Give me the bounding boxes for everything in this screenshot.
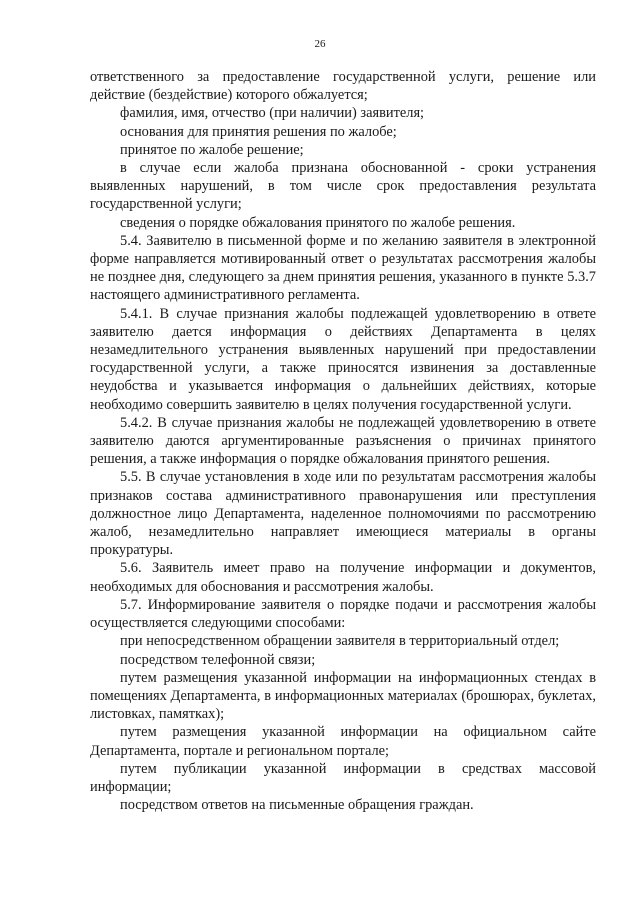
paragraph: 5.4.2. В случае признания жалобы не подлежащей удовлетворению в ответе заявителю даются аргументированные разъяснения о причинах принятого решения, а также информация о порядке обжалования принятого решения. — [90, 414, 596, 468]
paragraph: принятое по жалобе решение; — [120, 141, 304, 158]
paragraph: посредством телефонной связи; — [120, 651, 316, 668]
paragraph: в случае если жалоба признана обоснованной - сроки устранения выявленных нарушений, в том числе срок предоставления результата государственной услуги; — [90, 160, 596, 213]
paragraph: основания для принятия решения по жалобе; — [120, 123, 397, 140]
paragraph: 5.6. Заявитель имеет право на получение информации и документов, необходимых для обоснования и рассмотрения жалобы. — [90, 560, 596, 595]
paragraph: 5.5. В случае установления в ходе или по результатам рассмотрения жалобы признаков состава административного правонарушения или преступления должностное лицо Департамента, наделенное полномочиями по рассмотрению жалоб, незамедлительно направляет имеющиеся материалы в органы прокуратуры. — [90, 469, 596, 559]
paragraph: посредством ответов на письменные обращения граждан. — [120, 797, 474, 814]
paragraph: ответственного за предоставление государственной услуги, решение или действие (бездействие) которого обжалуется; — [90, 69, 596, 104]
page-number: 26 — [314, 38, 326, 50]
paragraph: путем размещения указанной информации на официальном сайте Департамента, портале и региональном портале; — [90, 724, 596, 759]
document-body — [90, 68, 596, 814]
paragraph: путем размещения указанной информации на информационных стендах в помещениях Департамента, в информационных материалах (брошюрах, буклетах, листовках, памятках); — [90, 669, 596, 723]
paragraph: фамилия, имя, отчество (при наличии) заявителя; — [120, 105, 425, 122]
paragraph: сведения о порядке обжалования принятого по жалобе решения. — [120, 214, 516, 231]
paragraph: 5.7. Информирование заявителя о порядке подачи и рассмотрения жалобы осуществляется следующими способами: — [90, 596, 596, 632]
paragraph: 5.4.1. В случае признания жалобы подлежащей удовлетворению в ответе заявителю дается информация о действиях Департамента в целях незамедлительного устранения выявленных нарушений при предоставлении государственной услуги, а также приносятся извинения за доставленные неудобства и указывается информация о дальнейших действиях, которые необходимо совершить заявителю в целях получения государственной услуги. — [90, 305, 596, 413]
paragraph: путем публикации указанной информации в средствах массовой информации; — [90, 760, 596, 795]
paragraph: 5.4. Заявителю в письменной форме и по желанию заявителя в электронной форме направляется мотивированный ответ о результатах рассмотрения жалобы не позднее дня, следующего за днем принятия решения, указанного в пункте 5.3.7 настоящего административного регламента. — [90, 232, 596, 304]
paragraph: при непосредственном обращении заявителя в территориальный отдел; — [120, 633, 560, 650]
